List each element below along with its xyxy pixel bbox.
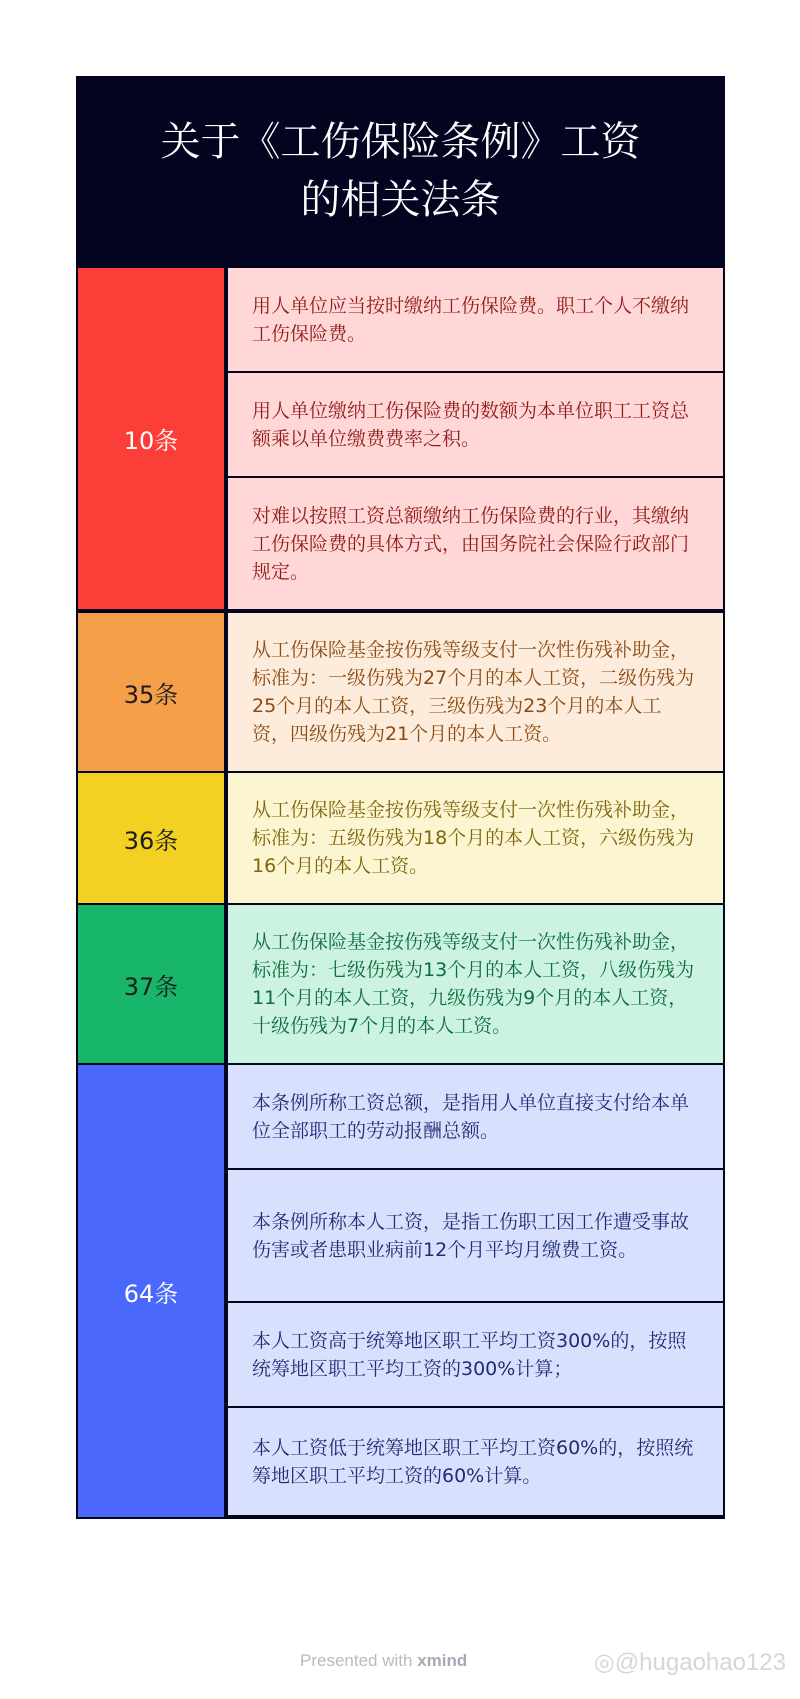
- clause-text: 本人工资高于统筹地区职工平均工资300%的，按照统筹地区职工平均工资的300%计算；: [252, 1329, 687, 1380]
- footer-text: Presented with: [300, 1651, 418, 1670]
- article-label: [78, 613, 224, 771]
- article-label-text: 37条: [123, 972, 179, 1001]
- article-label-text: 36条: [123, 826, 179, 855]
- article-clause: [228, 613, 723, 771]
- article-group-37: [76, 903, 725, 1063]
- article-label: [78, 905, 224, 1063]
- clause-text: 用人单位应当按时缴纳工伤保险费。职工个人不缴纳工伤保险费。: [252, 294, 690, 345]
- article-label: [78, 268, 224, 609]
- article-group-36: [76, 771, 725, 903]
- clause-text: 从工伤保险基金按伤残等级支付一次性伤残补助金，标准为：一级伤残为27个月的本人工资，二级伤残为25个月的本人工资，三级伤残为23个月的本人工资，四级伤残为21个月的本人工资。: [252, 639, 695, 745]
- article-clause: [228, 373, 723, 476]
- weibo-icon: ◎: [593, 1649, 615, 1676]
- article-clause: [228, 1408, 723, 1515]
- article-label: [78, 1065, 224, 1517]
- clause-text: 本条例所称本人工资，是指工伤职工因工作遭受事故伤害或者患职业病前12个月平均月缴费工资。: [252, 1210, 690, 1261]
- clause-text: 从工伤保险基金按伤残等级支付一次性伤残补助金，标准为：七级伤残为13个月的本人工资，八级伤残为11个月的本人工资，九级伤残为9个月的本人工资，十级伤残为7个月的本人工资。: [252, 931, 695, 1037]
- article-group-10: [76, 266, 725, 611]
- article-clause: [228, 773, 723, 903]
- article-clause: [228, 905, 723, 1063]
- article-group-64: [76, 1063, 725, 1517]
- article-label-text: 10条: [123, 427, 179, 455]
- article-label: [78, 773, 224, 903]
- article-clause: [228, 1303, 723, 1406]
- xmind-brand: xmind: [417, 1651, 468, 1670]
- clause-text: 本条例所称工资总额，是指用人单位直接支付给本单位全部职工的劳动报酬总额。: [252, 1091, 690, 1142]
- title-line-2: 的相关法条: [300, 177, 501, 223]
- article-label-text: 64条: [123, 1279, 179, 1308]
- clause-text: 从工伤保险基金按伤残等级支付一次性伤残补助金，标准为：五级伤残为18个月的本人工资，六级伤残为16个月的本人工资。: [252, 799, 695, 877]
- watermark: [594, 1648, 786, 1677]
- article-clause: [228, 1170, 723, 1301]
- clause-text: 对难以按照工资总额缴纳工伤保险费的行业，其缴纳工伤保险费的具体方式，由国务院社会保险行政部门规定。: [252, 504, 690, 583]
- clause-text: 用人单位缴纳工伤保险费的数额为本单位职工工资总额乘以单位缴费费率之积。: [252, 399, 690, 450]
- watermark-text: @hugaohao123: [614, 1649, 786, 1676]
- article-group-35: [76, 611, 725, 771]
- article-clause: [228, 1065, 723, 1168]
- title-line-1: 关于《工伤保险条例》工资: [160, 119, 641, 165]
- article-clause: [228, 478, 723, 609]
- presented-with-footer: [300, 1651, 467, 1671]
- clause-text: 本人工资低于统筹地区职工平均工资60%的，按照统筹地区职工平均工资的60%计算。: [252, 1436, 694, 1487]
- article-clause: [228, 268, 723, 371]
- article-label-text: 35条: [123, 680, 179, 709]
- page-title: [76, 76, 725, 266]
